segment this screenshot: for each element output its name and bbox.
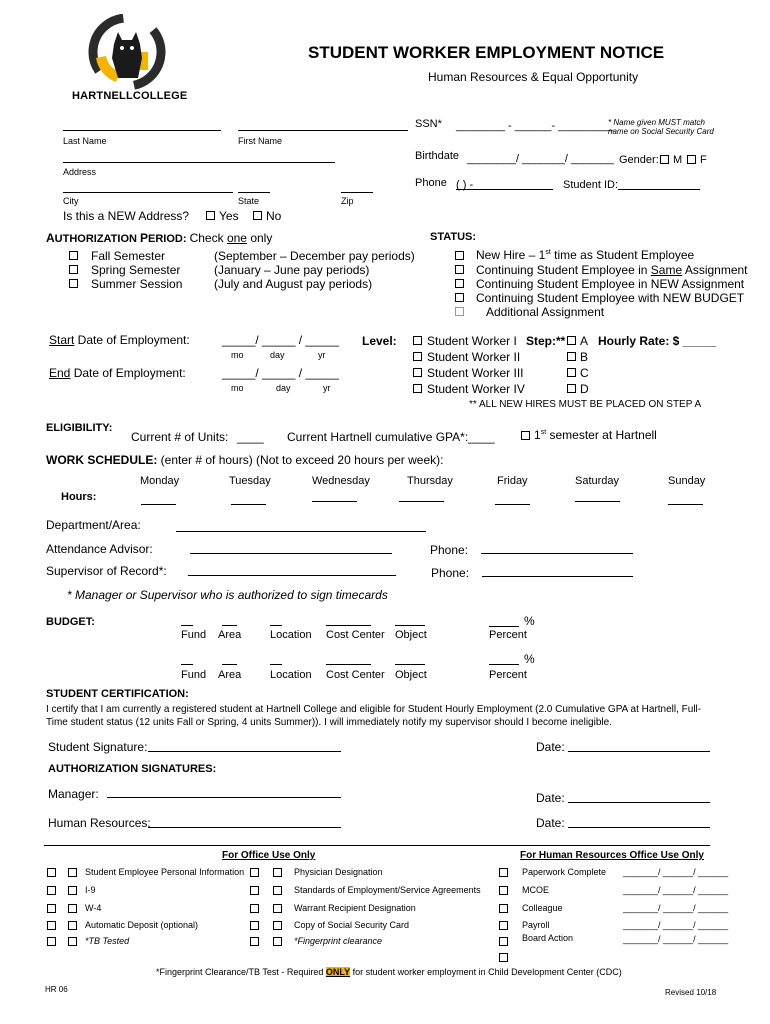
step-c-checkbox[interactable] — [567, 368, 576, 377]
budget-object-line-1[interactable] — [395, 625, 425, 626]
level-4-label: Student Worker IV — [427, 382, 525, 396]
start-yr-label: yr — [318, 350, 326, 360]
spring-semester-range: (January – June pay periods) — [214, 263, 370, 277]
student-date-label: Date: — [536, 740, 565, 754]
no-label: No — [266, 209, 282, 223]
gpa-field[interactable]: ____ — [468, 430, 495, 444]
attendance-advisor-line[interactable] — [190, 553, 392, 554]
city-line[interactable] — [63, 192, 233, 193]
budget-object-label-1: Object — [395, 629, 427, 641]
advisor-phone-line[interactable] — [481, 553, 633, 554]
hr-date-line[interactable] — [568, 827, 710, 828]
summer-session-range: (July and August pay periods) — [214, 277, 373, 291]
end-date-label: End Date of Employment: — [49, 366, 186, 380]
phone-line — [456, 189, 553, 190]
advisor-phone-label: Phone: — [430, 543, 469, 557]
day-sunday: Sunday — [668, 475, 706, 487]
budget-costcenter-label-1: Cost Center — [326, 629, 385, 641]
budget-fund-label-2: Fund — [181, 669, 207, 681]
step-b-label: B — [580, 350, 589, 364]
office-c1-r1-b[interactable] — [68, 868, 77, 877]
hours-saturday-line[interactable] — [575, 501, 620, 502]
form-title: STUDENT WORKER EMPLOYMENT NOTICE — [308, 43, 665, 62]
new-hire-checkbox[interactable] — [455, 251, 464, 260]
office-c1-r5-b[interactable] — [68, 937, 77, 946]
status-heading: STATUS: — [430, 231, 477, 243]
hours-monday-line[interactable] — [141, 504, 176, 505]
zip-label: Zip — [341, 196, 354, 206]
new-budget-checkbox[interactable] — [455, 293, 464, 302]
hours-thursday-line[interactable] — [399, 501, 444, 502]
hr-signature-line[interactable] — [148, 827, 341, 828]
hr-date-r3[interactable]: _______/ ______/ ______ — [623, 903, 729, 913]
supervisor-phone-line[interactable] — [482, 576, 633, 577]
level-label: Level: — [362, 334, 397, 348]
hr-item-colleague: Colleague — [522, 903, 563, 913]
office-c2-r3-a[interactable] — [250, 904, 259, 913]
last-name-line[interactable] — [63, 130, 221, 131]
budget-object-label-2: Object — [395, 669, 427, 681]
start-date-label: Start Date of Employment: — [49, 333, 190, 347]
new-assignment-label: Continuing Student Employee in NEW Assignment — [476, 277, 745, 291]
birthdate-field[interactable]: ________/ _______/ _______ — [467, 153, 614, 165]
day-friday: Friday — [497, 475, 528, 487]
additional-assignment-checkbox[interactable] — [455, 307, 464, 316]
manager-date-line[interactable] — [568, 802, 710, 803]
new-address-no-checkbox[interactable] — [253, 211, 262, 220]
first-name-line[interactable] — [238, 130, 408, 131]
budget-percent-label-1: Percent — [489, 629, 527, 641]
manager-date-label: Date: — [536, 791, 565, 805]
budget-percent-label-2: Percent — [489, 669, 527, 681]
office-c1-r4-b[interactable] — [68, 921, 77, 930]
office-item-i9: I-9 — [85, 885, 96, 895]
office-item-direct-deposit: Automatic Deposit (optional) — [85, 920, 199, 930]
supervisor-line[interactable] — [188, 575, 396, 576]
step-d-label: D — [580, 382, 589, 396]
hours-tuesday-line[interactable] — [231, 504, 266, 505]
first-semester-label: 1st semester at Hartnell — [534, 428, 657, 442]
step-c-label: C — [580, 366, 589, 380]
office-c2-r4-b[interactable] — [273, 921, 282, 930]
new-hire-label: New Hire – 1st time as Student Employee — [476, 248, 695, 262]
end-yr-label: yr — [323, 383, 331, 393]
office-item-personal-info: Student Employee Personal Information — [85, 867, 245, 877]
level-2-checkbox[interactable] — [413, 352, 422, 361]
revised-date: Revised 10/18 — [665, 988, 717, 997]
office-c1-r2-a[interactable] — [47, 886, 56, 895]
budget-heading: BUDGET: — [46, 616, 95, 628]
level-3-checkbox[interactable] — [413, 368, 422, 377]
manager-signature-line[interactable] — [107, 797, 341, 798]
budget-area-line-2[interactable] — [222, 664, 237, 665]
supervisor-phone-label: Phone: — [431, 566, 470, 580]
step-a-checkbox[interactable] — [567, 336, 576, 345]
budget-location-label-2: Location — [270, 669, 312, 681]
office-c1-r1-a[interactable] — [47, 868, 56, 877]
office-item-fingerprint: *Fingerprint clearance — [294, 936, 383, 946]
office-c1-r4-a[interactable] — [47, 921, 56, 930]
hourly-rate-field[interactable]: Hourly Rate: $ _____ — [598, 334, 717, 348]
office-c2-r1-a[interactable] — [250, 868, 259, 877]
birthdate-label: Birthdate — [415, 150, 460, 162]
hours-friday-line[interactable] — [495, 504, 530, 505]
form-subtitle: Human Resources & Equal Opportunity — [428, 70, 639, 84]
gender-f-label: F — [700, 154, 707, 166]
student-signature-label: Student Signature: — [48, 740, 148, 754]
office-c1-r3-a[interactable] — [47, 904, 56, 913]
hours-label: Hours: — [61, 491, 97, 503]
student-signature-line[interactable] — [148, 751, 341, 752]
fall-semester-range: (September – December pay periods) — [214, 249, 415, 263]
summer-session-label: Summer Session — [91, 277, 183, 291]
day-monday: Monday — [140, 475, 180, 487]
ssn-note-1: * Name given MUST match — [608, 118, 705, 127]
units-label: Current # of Units: — [131, 430, 229, 444]
office-c1-r5-a[interactable] — [47, 937, 56, 946]
state-label: State — [238, 196, 260, 206]
hr-date-label: Date: — [536, 816, 565, 830]
day-tuesday: Tuesday — [229, 475, 271, 487]
same-assignment-checkbox[interactable] — [455, 265, 464, 274]
office-c2-r5-b[interactable] — [273, 937, 282, 946]
fall-semester-label: Fall Semester — [91, 249, 166, 263]
gpa-label: Current Hartnell cumulative GPA*: — [287, 430, 469, 444]
attendance-advisor-label: Attendance Advisor: — [46, 542, 153, 556]
supervisor-note: * Manager or Supervisor who is authorized to sign timecards — [67, 588, 388, 602]
end-day-label: day — [276, 383, 291, 393]
budget-area-label-1: Area — [218, 629, 242, 641]
budget-location-line-1[interactable] — [270, 625, 282, 626]
hr-item-paperwork: Paperwork Complete — [522, 867, 607, 877]
hours-sunday-line[interactable] — [668, 504, 703, 505]
hr-item-mcoe: MCOE — [522, 885, 549, 895]
ssn-field[interactable]: ________ - ______- _________ — [456, 120, 614, 132]
level-2-label: Student Worker II — [427, 350, 521, 364]
office-c2-r1-b[interactable] — [273, 868, 282, 877]
manager-label: Manager: — [48, 787, 99, 801]
end-mo-label: mo — [231, 383, 244, 393]
new-assignment-checkbox[interactable] — [455, 279, 464, 288]
office-c1-r2-b[interactable] — [68, 886, 77, 895]
new-budget-label: Continuing Student Employee with NEW BUDGET — [476, 291, 745, 305]
budget-percent-line-1[interactable] — [489, 626, 519, 627]
office-c2-r3-b[interactable] — [273, 904, 282, 913]
college-logo — [88, 14, 166, 92]
department-line[interactable] — [176, 531, 426, 532]
day-saturday: Saturday — [575, 475, 620, 487]
office-use-heading: For Office Use Only — [222, 850, 316, 861]
last-name-label: Last Name — [63, 136, 107, 146]
level-1-label: Student Worker I — [427, 334, 517, 348]
day-thursday: Thursday — [407, 475, 453, 487]
student-id-line[interactable] — [618, 189, 700, 190]
hr-item-board-action: Board Action — [522, 933, 574, 943]
certification-text-1: I certify that I am currently a registered student at Hartnell College and eligible for Student Hourly Employment (2.0 Cumulative GPA at Hartnell, Full- — [46, 704, 702, 715]
office-item-standards: Standards of Employment/Service Agreements — [294, 885, 481, 895]
student-date-line[interactable] — [568, 751, 710, 752]
certification-heading: STUDENT CERTIFICATION: — [46, 688, 189, 700]
form-code: HR 06 — [45, 985, 68, 994]
budget-costcenter-line-1[interactable] — [326, 625, 371, 626]
budget-percent-line-2[interactable] — [489, 664, 519, 665]
start-day-label: day — [270, 350, 285, 360]
first-name-label: First Name — [238, 136, 283, 146]
additional-assignment-label: Additional Assignment — [486, 305, 605, 319]
hr-date-r5[interactable]: _______/ ______/ ______ — [623, 934, 729, 944]
spring-semester-checkbox[interactable] — [69, 265, 78, 274]
budget-fund-line-2[interactable] — [181, 664, 193, 665]
same-assignment-label: Continuing Student Employee in Same Assignment — [476, 263, 748, 277]
hr-date-r4[interactable]: _______/ ______/ ______ — [623, 920, 729, 930]
hr-item-payroll: Payroll — [522, 920, 550, 930]
office-item-warrant: Warrant Recipient Designation — [294, 903, 416, 913]
office-c2-r2-a[interactable] — [250, 886, 259, 895]
first-semester-checkbox[interactable] — [521, 431, 530, 440]
hours-wednesday-line[interactable] — [312, 501, 357, 502]
hr-c3-r5[interactable] — [499, 937, 508, 946]
budget-area-label-2: Area — [218, 669, 242, 681]
hr-c3-r4[interactable] — [499, 921, 508, 930]
new-address-question: Is this a NEW Address? — [63, 209, 190, 223]
authorization-period-heading: AUTHORIZATION PERIOD: Check one only — [46, 231, 273, 245]
office-c1-r3-b[interactable] — [68, 904, 77, 913]
hr-date-r2[interactable]: _______/ ______/ ______ — [623, 885, 729, 895]
zip-line[interactable] — [341, 192, 373, 193]
new-address-yes-checkbox[interactable] — [206, 211, 215, 220]
level-1-checkbox[interactable] — [413, 336, 422, 345]
hr-c3-r1[interactable] — [499, 868, 508, 877]
budget-costcenter-line-2[interactable] — [326, 664, 371, 665]
spring-semester-label: Spring Semester — [91, 263, 181, 277]
work-schedule-heading: WORK SCHEDULE: (enter # of hours) (Not to exceed 20 hours per week): — [46, 453, 444, 467]
fall-semester-checkbox[interactable] — [69, 251, 78, 260]
college-name: HARTNELLCOLLEGE — [72, 90, 188, 102]
office-footnote: *Fingerprint Clearance/TB Test - Required ONLY for student worker employment in Child Development Center (CDC) — [156, 967, 622, 977]
office-c2-r2-b[interactable] — [273, 886, 282, 895]
office-c2-r5-a[interactable] — [250, 937, 259, 946]
eligibility-heading: ELIGIBILITY: — [46, 422, 113, 434]
gender-f-checkbox[interactable] — [687, 155, 696, 164]
budget-location-line-2[interactable] — [270, 664, 282, 665]
department-label: Department/Area: — [46, 518, 141, 532]
step-d-checkbox[interactable] — [567, 384, 576, 393]
office-item-tb-tested: *TB Tested — [85, 936, 130, 946]
end-date-field[interactable]: _____/ _____ / _____ — [222, 366, 339, 380]
level-3-label: Student Worker III — [427, 366, 524, 380]
address-label: Address — [63, 167, 97, 177]
gender-m-checkbox[interactable] — [660, 155, 669, 164]
address-line[interactable] — [63, 162, 335, 163]
level-4-checkbox[interactable] — [413, 384, 422, 393]
start-date-field[interactable]: _____/ _____ / _____ — [222, 333, 339, 347]
step-a-label: A — [580, 334, 589, 348]
budget-location-label-1: Location — [270, 629, 312, 641]
hr-c3-r6[interactable] — [499, 953, 508, 962]
budget-costcenter-label-2: Cost Center — [326, 669, 385, 681]
budget-object-line-2[interactable] — [395, 664, 425, 665]
gender-label: Gender: — [619, 154, 659, 166]
office-item-physician: Physician Designation — [294, 867, 383, 877]
hr-c3-r3[interactable] — [499, 904, 508, 913]
authorization-signatures-heading: AUTHORIZATION SIGNATURES: — [48, 763, 217, 775]
state-line[interactable] — [238, 192, 270, 193]
phone-label: Phone — [415, 177, 447, 189]
hr-date-r1[interactable]: _______/ ______/ ______ — [623, 867, 729, 877]
percent-sign-2: % — [524, 652, 535, 666]
step-b-checkbox[interactable] — [567, 352, 576, 361]
summer-session-checkbox[interactable] — [69, 279, 78, 288]
supervisor-label: Supervisor of Record*: — [46, 564, 167, 578]
student-id-label: Student ID: — [563, 179, 619, 191]
office-divider — [44, 845, 710, 846]
office-c2-r4-a[interactable] — [250, 921, 259, 930]
phone-field[interactable]: ( ) - — [456, 179, 474, 191]
office-item-w4: W-4 — [85, 903, 102, 913]
hr-c3-r2[interactable] — [499, 886, 508, 895]
office-item-ss-card: Copy of Social Security Card — [294, 920, 410, 930]
day-wednesday: Wednesday — [312, 475, 370, 487]
certification-text-2: Time student status (12 units Fall or Spring, 4 units Summer)). I will immediately notify my supervisor should I become ineligible. — [46, 717, 612, 728]
budget-fund-label-1: Fund — [181, 629, 207, 641]
step-label: Step:** — [526, 334, 566, 348]
percent-sign-1: % — [524, 614, 535, 628]
city-label: City — [63, 196, 79, 206]
step-note: ** ALL NEW HIRES MUST BE PLACED ON STEP A — [469, 399, 702, 410]
ssn-label: SSN* — [415, 118, 442, 130]
budget-fund-line-1[interactable] — [181, 625, 193, 626]
start-mo-label: mo — [231, 350, 244, 360]
hr-label: Human Resources: — [48, 816, 151, 830]
ssn-note-2: name on Social Security Card — [608, 127, 714, 136]
hr-office-heading: For Human Resources Office Use Only — [520, 850, 704, 861]
units-field[interactable]: ____ — [237, 430, 264, 444]
yes-label: Yes — [219, 209, 239, 223]
budget-area-line-1[interactable] — [222, 625, 237, 626]
gender-m-label: M — [673, 154, 683, 166]
